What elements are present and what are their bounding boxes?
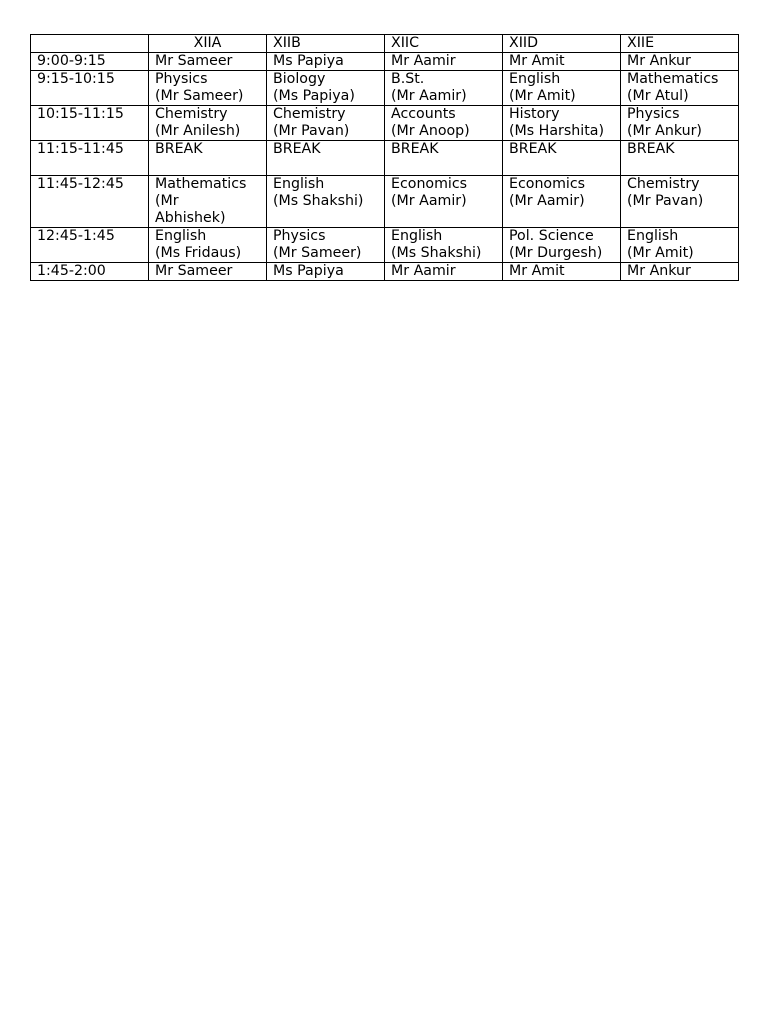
time-cell: 1:45-2:00 [31, 263, 149, 281]
class-cell [149, 263, 267, 281]
class-cell [503, 106, 621, 141]
teacher-line: (Mr Pavan) [627, 193, 704, 209]
time-cell: 9:15-10:15 [31, 71, 149, 106]
class-cell [621, 263, 739, 281]
subject-line: Physics [155, 71, 208, 87]
cell-line: Ms Papiya [273, 263, 344, 279]
time-cell: 10:15-11:15 [31, 106, 149, 141]
class-cell [267, 71, 385, 106]
cell-line: Mr Ankur [627, 263, 691, 279]
time-cell: 11:15-11:45 [31, 141, 149, 176]
teacher-line: (Mr Amit) [627, 245, 694, 261]
break-cell [267, 141, 385, 176]
subject-line: Economics [509, 176, 586, 192]
class-cell [621, 228, 739, 263]
teacher-line: (Ms Shakshi) [273, 193, 364, 209]
class-cell [503, 71, 621, 106]
table-row [31, 106, 739, 141]
class-cell [267, 263, 385, 281]
header-cell-xiic: XIIC [385, 35, 503, 53]
teacher-line: (Mr [155, 193, 179, 209]
break-cell [385, 141, 503, 176]
break-label: BREAK [155, 141, 203, 157]
class-cell [385, 71, 503, 106]
break-cell [149, 141, 267, 176]
teacher-line: (Mr Durgesh) [509, 245, 603, 261]
cell-line: Mr Amit [509, 263, 565, 279]
class-cell [149, 106, 267, 141]
cell-line: Mr Sameer [155, 263, 233, 279]
break-label: BREAK [273, 141, 321, 157]
cell-line: Mr Sameer [155, 53, 233, 69]
subject-line: Chemistry [627, 176, 700, 192]
class-cell [385, 106, 503, 141]
table-row [31, 263, 739, 281]
cell-line: Mr Aamir [391, 263, 456, 279]
teacher-line: (Mr Sameer) [273, 245, 362, 261]
teacher-line: Abhishek) [155, 210, 226, 226]
class-cell [621, 53, 739, 71]
break-cell [503, 141, 621, 176]
teacher-line: (Ms Papiya) [273, 88, 355, 104]
table-row [31, 53, 739, 71]
time-cell: 12:45-1:45 [31, 228, 149, 263]
teacher-line: (Mr Ankur) [627, 123, 702, 139]
class-cell [503, 263, 621, 281]
subject-line: Biology [273, 71, 326, 87]
subject-line: Chemistry [155, 106, 228, 122]
header-cell-xiid: XIID [503, 35, 621, 53]
subject-line: Chemistry [273, 106, 346, 122]
teacher-line: (Mr Amit) [509, 88, 576, 104]
break-label: BREAK [391, 141, 439, 157]
teacher-line: (Mr Aamir) [509, 193, 585, 209]
class-cell [503, 176, 621, 228]
teacher-line: (Mr Aamir) [391, 88, 467, 104]
cell-line: Mr Aamir [391, 53, 456, 69]
teacher-line: (Ms Harshita) [509, 123, 604, 139]
subject-line: B.St. [391, 71, 425, 87]
class-cell [267, 176, 385, 228]
teacher-line: (Mr Aamir) [391, 193, 467, 209]
subject-line: English [391, 228, 443, 244]
class-cell [149, 53, 267, 71]
subject-line: Mathematics [627, 71, 719, 87]
class-cell [149, 228, 267, 263]
class-cell [385, 53, 503, 71]
class-cell [385, 228, 503, 263]
teacher-line: (Mr Pavan) [273, 123, 350, 139]
table-header-row [31, 35, 739, 53]
table-row [31, 176, 739, 228]
cell-line: Mr Ankur [627, 53, 691, 69]
subject-line: Accounts [391, 106, 456, 122]
teacher-line: (Mr Sameer) [155, 88, 244, 104]
teacher-line: (Ms Fridaus) [155, 245, 242, 261]
class-cell [267, 106, 385, 141]
subject-line: History [509, 106, 560, 122]
table-row [31, 228, 739, 263]
header-cell-xiia: XIIA [149, 35, 267, 53]
header-cell-xiib: XIIB [267, 35, 385, 53]
subject-line: English [273, 176, 325, 192]
timetable [30, 34, 739, 281]
class-cell [149, 176, 267, 228]
class-cell [149, 71, 267, 106]
class-cell [385, 176, 503, 228]
teacher-line: (Mr Anilesh) [155, 123, 241, 139]
cell-line: Mr Amit [509, 53, 565, 69]
table-row-break [31, 141, 739, 176]
class-cell [621, 176, 739, 228]
time-cell: 9:00-9:15 [31, 53, 149, 71]
time-cell: 11:45-12:45 [31, 176, 149, 228]
subject-line: Physics [273, 228, 326, 244]
class-cell [503, 228, 621, 263]
break-label: BREAK [509, 141, 557, 157]
subject-line: Economics [391, 176, 468, 192]
subject-line: English [155, 228, 207, 244]
subject-line: Pol. Science [509, 228, 594, 244]
subject-line: English [509, 71, 561, 87]
subject-line: Physics [627, 106, 680, 122]
class-cell [621, 106, 739, 141]
subject-line: Mathematics [155, 176, 247, 192]
header-cell-xiie: XIIE [621, 35, 739, 53]
table-row [31, 71, 739, 106]
break-cell [621, 141, 739, 176]
teacher-line: (Mr Atul) [627, 88, 689, 104]
subject-line: English [627, 228, 679, 244]
class-cell [621, 71, 739, 106]
teacher-line: (Mr Anoop) [391, 123, 470, 139]
header-cell-corner [31, 35, 149, 53]
class-cell [385, 263, 503, 281]
cell-line: Ms Papiya [273, 53, 344, 69]
class-cell [267, 53, 385, 71]
class-cell [267, 228, 385, 263]
break-label: BREAK [627, 141, 675, 157]
class-cell [503, 53, 621, 71]
teacher-line: (Ms Shakshi) [391, 245, 482, 261]
